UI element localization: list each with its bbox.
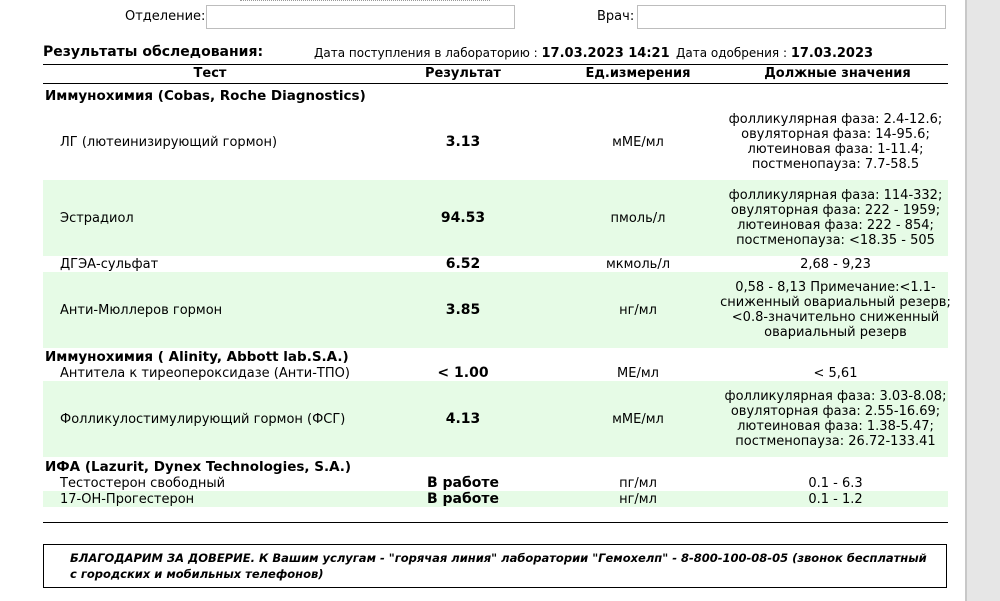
footer-text: БЛАГОДАРИМ ЗА ДОВЕРИЕ. К Вашим услугам - "горячая линия" лаборатории "Гемохелп" - 8-800-100-08-05 (звонок бесплатный с городских и мобильных телефонов): [70, 551, 927, 581]
test-name: 17-ОН-Прогестерон: [60, 491, 195, 507]
section-title: Иммунохимия ( Alinity, Abbott lab.S.A.): [45, 349, 349, 365]
table-row: [43, 104, 948, 180]
table-row: [43, 491, 948, 507]
test-reference: фолликулярная фаза: 114-332; овуляторная фаза: 222 - 1959; лютеиновая фаза: 222 - 854; постменопауза: <18.35 - 505: [728, 188, 943, 248]
test-reference: < 5,61: [813, 365, 858, 381]
test-unit: мМЕ/мл: [612, 411, 664, 427]
department-field[interactable]: [206, 5, 515, 29]
approved-label: Дата одобрения :: [676, 46, 787, 60]
test-unit: нг/мл: [619, 302, 657, 318]
column-test: Тест: [193, 66, 227, 81]
table-row: [43, 475, 948, 491]
test-reference: фолликулярная фаза: 2.4-12.6; овуляторная фаза: 14-95.6; лютеиновая фаза: 1-11.4; постменопауза: 7.7-58.5: [728, 112, 943, 172]
test-reference: 0,58 - 8,13 Примечание:<1.1-сниженный овариальный резерв; <0.8-значительно сниженный овариальный резерв: [720, 280, 951, 340]
section-title: ИФА (Lazurit, Dynex Technologies, S.A.): [45, 459, 352, 475]
test-name: Антитела к тиреопероксидазе (Анти-ТПО): [60, 365, 350, 381]
test-result: 6.52: [445, 256, 481, 272]
test-name: Фолликулостимулирующий гормон (ФСГ): [60, 411, 346, 427]
doctor-label: Врач:: [597, 9, 635, 24]
table-row: [43, 272, 951, 348]
header-rule-bottom: [43, 83, 948, 84]
test-result: 94.53: [440, 210, 486, 226]
doctor-field[interactable]: [637, 5, 946, 29]
table-row: [43, 381, 948, 457]
page-edge: [965, 0, 1000, 601]
test-reference: 0.1 - 6.3: [808, 475, 863, 491]
top-cut-line: [240, 0, 490, 4]
test-unit: мкмоль/л: [605, 256, 671, 272]
test-unit: пмоль/л: [610, 210, 666, 226]
test-result: 3.13: [445, 134, 481, 150]
test-name: ДГЭА-сульфат: [60, 256, 159, 272]
table-row: [43, 365, 948, 381]
table-row: [43, 256, 948, 272]
test-reference: 2,68 - 9,23: [800, 256, 871, 272]
test-name: Анти-Мюллеров гормон: [60, 302, 223, 318]
header-rule-top: [43, 64, 948, 65]
bottom-cut-text: [43, 594, 953, 601]
results-title: Результаты обследования:: [43, 44, 264, 60]
test-name: Тестостерон свободный: [60, 475, 226, 491]
approved-value: 17.03.2023: [790, 46, 874, 61]
test-unit: МЕ/мл: [617, 365, 659, 381]
test-name: Эстрадиол: [60, 210, 134, 226]
test-unit: мМЕ/мл: [612, 134, 664, 150]
test-result: 3.85: [445, 302, 481, 318]
table-bottom-rule: [43, 522, 948, 523]
test-reference: 0.1 - 1.2: [808, 491, 863, 507]
test-result: В работе: [426, 475, 500, 491]
footer-notice: [43, 544, 947, 588]
section-title: Иммунохимия (Cobas, Roche Diagnostics): [45, 88, 366, 104]
test-reference: фолликулярная фаза: 3.03-8.08; овуляторная фаза: 2.55-16.69; лютеиновая фаза: 1.38-5.47; постменопауза: 26.72-133.41: [724, 389, 947, 449]
column-unit: Ед.измерения: [585, 66, 691, 81]
column-reference: Должные значения: [764, 66, 911, 81]
test-result: < 1.00: [437, 365, 489, 381]
column-result: Результат: [425, 66, 501, 81]
test-name: ЛГ (лютеинизирующий гормон): [60, 134, 278, 150]
received-value: 17.03.2023 14:21: [541, 46, 670, 61]
test-result: В работе: [426, 491, 500, 507]
test-unit: пг/мл: [619, 475, 657, 491]
received-date: [314, 46, 670, 61]
test-unit: нг/мл: [619, 491, 657, 507]
results-header: [43, 44, 963, 62]
table-row: [43, 180, 948, 256]
approved-date: [676, 46, 873, 61]
test-result: 4.13: [445, 411, 481, 427]
department-label: Отделение:: [125, 9, 206, 24]
received-label: Дата поступления в лабораторию :: [314, 46, 538, 60]
